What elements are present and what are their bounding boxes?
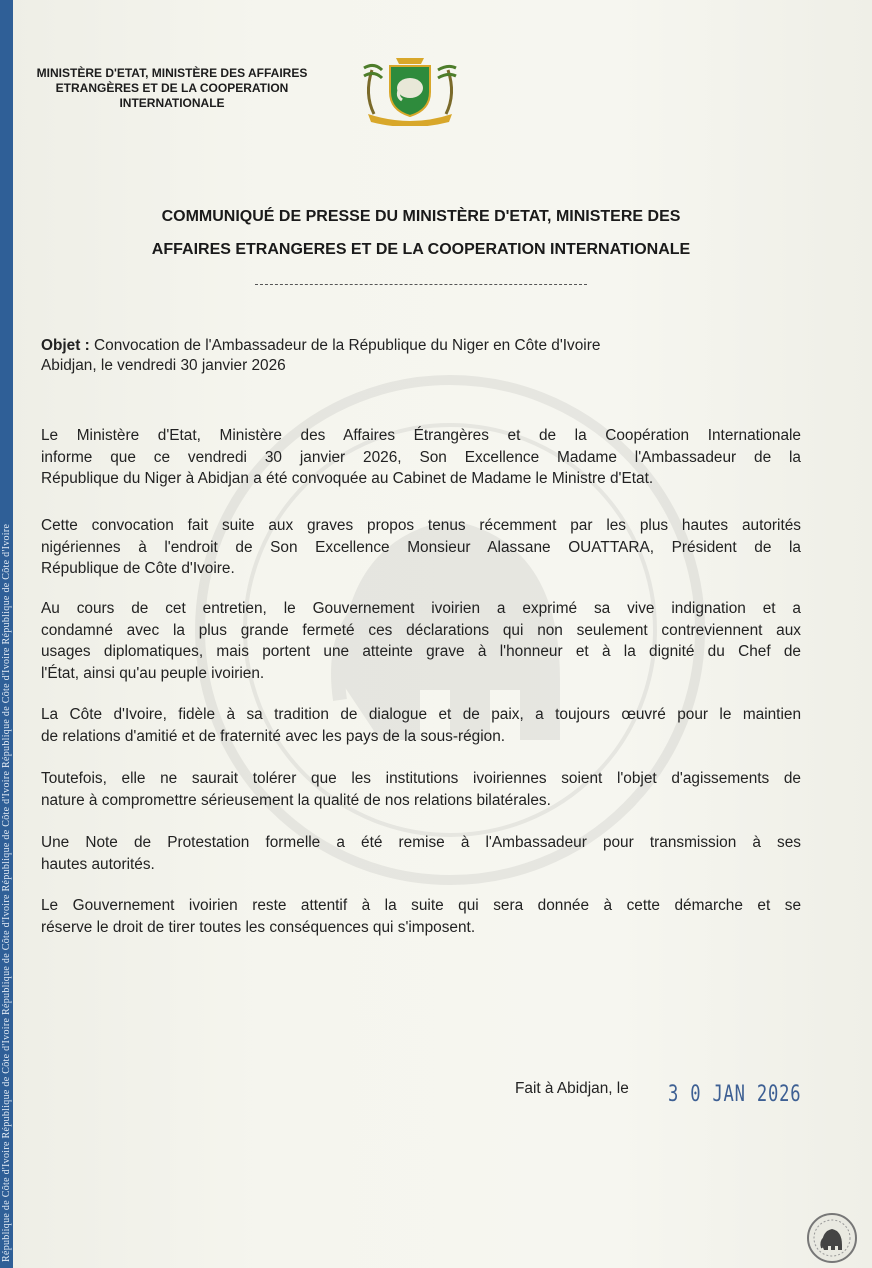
paragraph-line: Au cours de cet entretien, le Gouvernement ivoirien a exprimé sa vive indignation et a (41, 600, 801, 617)
elephant-seal-icon (806, 1212, 858, 1264)
paragraph-line: condamné avec la plus grande fermeté ces déclarations qui non seulement contreviennent aux (41, 621, 801, 639)
title-line-2: AFFAIRES ETRANGERES ET DE LA COOPERATION INTERNATIONALE (151, 241, 691, 258)
paragraph-7 (41, 895, 801, 938)
ministry-header-line-3: INTERNATIONALE (119, 96, 225, 110)
paragraph-line: hautes autorités. (41, 855, 155, 873)
object-place-date: Abidjan, le vendredi 30 janvier 2026 (41, 357, 286, 374)
object-label: Objet : (41, 337, 90, 354)
paragraph-line: de relations d'amitié et de fraternité avec les pays de la sous-région. (41, 727, 506, 745)
paragraph-line: l'État, ainsi qu'au peuple ivoirien. (41, 664, 265, 682)
ministry-header (22, 66, 322, 111)
paragraph-5 (41, 768, 801, 811)
paragraph-line: Le Gouvernement ivoirien reste attentif à la suite qui sera donnée à cette démarche et se (41, 897, 801, 914)
paragraph-1 (41, 425, 801, 490)
paragraph-line: Une Note de Protestation formelle a été remise à l'Ambassadeur pour transmission à ses (41, 834, 801, 851)
paragraph-line: nature à compromettre sérieusement la qualité de nos relations bilatérales. (41, 791, 551, 809)
ministry-header-line-1: MINISTÈRE D'ETAT, MINISTÈRE DES AFFAIRES (36, 66, 308, 80)
paragraph-line: nigériennes à l'endroit de Son Excellence Monsieur Alassane OUATTARA, Président de la (41, 538, 801, 556)
paragraph-line: Le Ministère d'Etat, Ministère des Affaires Étrangères et de la Coopération Internationale (41, 427, 801, 444)
title-divider (255, 284, 587, 285)
border-repeated-text: République de Côte d'Ivoire République de Côte d'Ivoire République de Côte d'Ivoire République de Côte d'Ivoire République de Côte d'Ivoire République de Côte d'Ivoire (1, 523, 12, 1262)
object-text: Convocation de l'Ambassadeur de la République du Niger en Côte d'Ivoire (94, 337, 601, 354)
paragraph-line: Cette convocation fait suite aux graves propos tenus récemment par les plus hautes autorités (41, 517, 801, 534)
paragraph-line: Toutefois, elle ne saurait tolérer que les institutions ivoiriennes soient l'objet d'agissements de (41, 770, 801, 787)
date-stamp: 3 0 JAN 2026 (668, 1082, 802, 1107)
paragraph-line: réserve le droit de tirer toutes les conséquences qui s'imposent. (41, 918, 476, 936)
paragraph-4 (41, 704, 801, 747)
ministry-header-line-2: ETRANGÈRES ET DE LA COOPERATION (55, 81, 289, 95)
page-border-strip (0, 0, 13, 1268)
title-line-1: COMMUNIQUÉ DE PRESSE DU MINISTÈRE D'ETAT, MINISTERE DES (161, 208, 681, 225)
object-line (41, 336, 801, 356)
press-release-title (0, 200, 842, 266)
paragraph-line: informe que ce vendredi 30 janvier 2026, Son Excellence Madame l'Ambassadeur de la (41, 448, 801, 466)
coat-of-arms-icon (360, 54, 460, 126)
paragraph-line: usages diplomatiques, mais portent une atteinte grave à l'honneur et à la dignité du Chef de (41, 643, 801, 660)
paragraph-line: République de Côte d'Ivoire. (41, 560, 235, 577)
paragraph-2 (41, 515, 801, 580)
paragraph-3 (41, 598, 801, 684)
signoff-text: Fait à Abidjan, le (515, 1080, 629, 1097)
paragraph-line: République du Niger à Abidjan a été convoquée au Cabinet de Madame le Ministre d'Etat. (41, 470, 654, 487)
object-block (41, 336, 801, 376)
paragraph-6 (41, 832, 801, 875)
paragraph-line: La Côte d'Ivoire, fidèle à sa tradition de dialogue et de paix, a toujours œuvré pour le maintien (41, 706, 801, 723)
